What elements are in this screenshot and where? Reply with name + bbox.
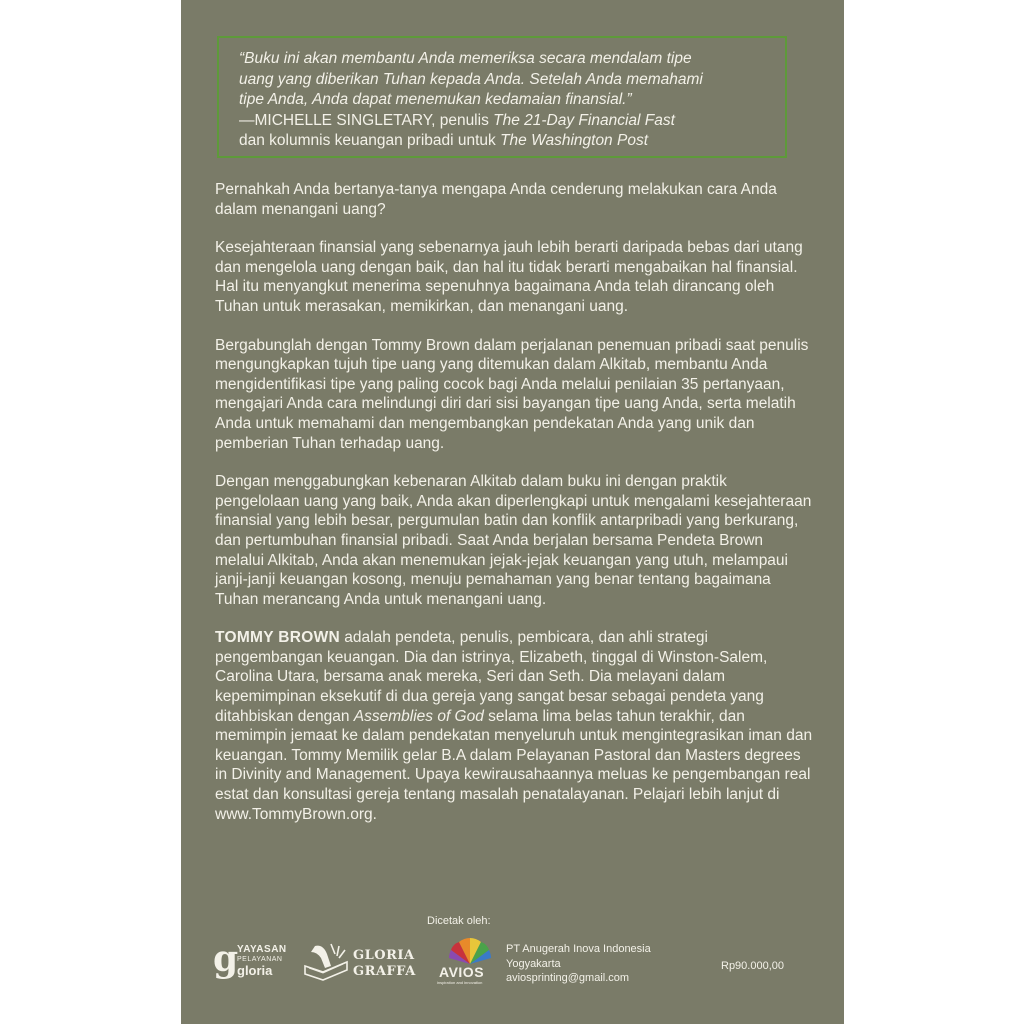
- quote-affiliation-text: dan kolumnis keuangan pribadi untuk: [239, 132, 501, 149]
- back-cover: [181, 0, 844, 1024]
- yayasan-logo-line-2: PELAYANAN: [237, 956, 283, 963]
- printed-by-label: Dicetak oleh:: [427, 915, 491, 927]
- quote-author: —MICHELLE SINGLETARY, penulis: [239, 111, 494, 129]
- bio-text-1: adalah pendeta, penulis, pembicara, dan ahli strategi pengembangan keuangan. Dia dan istrinya, Elizabeth, tinggal di Winston-Salem, Carolina Utara, bersama anak mereka, Seri dan Seth. Dia melayani dalam kepemimpinan eksekutif di dua gereja yang sangat besar sebagai pendeta yang ditahbiskan dengan: [215, 629, 768, 725]
- quote-line-2: uang yang diberikan Tuhan kepada Anda. Setelah Anda memahami: [239, 70, 703, 88]
- avios-logo-name: AVIOS: [439, 964, 485, 980]
- price-label: Rp90.000,00: [721, 960, 784, 972]
- gloria-graffa-line-2: GRAFFA: [353, 964, 416, 979]
- footer: [181, 910, 844, 1010]
- quote-newspaper: The Washington Post: [500, 132, 649, 149]
- blurb-body: [215, 180, 815, 843]
- yayasan-gloria-logo: [213, 938, 295, 982]
- printer-company: PT Anugerah Inova Indonesia: [506, 943, 651, 955]
- quote-attribution: [239, 111, 773, 132]
- endorsement-quote-box: [217, 36, 787, 158]
- book-hand-icon: [301, 940, 351, 984]
- paragraph-intro-question: Pernahkah Anda bertanya-tanya mengapa Anda cenderung melakukan cara Anda dalam menangani uang?: [215, 181, 777, 218]
- printer-city: Yogyakarta: [506, 957, 561, 970]
- quote-line-1: “Buku ini akan membantu Anda memeriksa secara mendalam tipe: [239, 50, 692, 67]
- quote-book-title: The 21-Day Financial Fast: [493, 111, 675, 129]
- printer-details: [506, 942, 651, 986]
- bio-text-2: selama lima belas tahun terakhir, dan memimpin jemaat ke dalam pendekatan menyeluruh untuk mengintegrasikan iman dan keuangan. Tommy Memilik gelar B.A dalam Pelayanan Pastoral dan Masters degrees in Divinity and Management. Upaya kewirausahaannya meluas ke pengembangan real estat dan konsultasi gereja tentang masalah penatalayanan. Pelajari lebih lanjut di www.TommyBrown.org.: [215, 707, 813, 823]
- paragraph-financial-wellbeing: Kesejahteraan finansial yang sebenarnya jauh lebih berarti daripada bebas dari utang dan mengelola uang dengan baik, dan hal itu tidak berarti mengabaikan hal finansial. Hal itu menyangkut menerima sepenuhnya bagaimana Anda telah dirancang oleh Tuhan untuk merasakan, memikirkan, dan menangani uang.: [215, 239, 803, 315]
- bio-organization: Assemblies of God: [353, 707, 484, 725]
- gloria-g-mark-icon: g: [213, 938, 239, 980]
- avios-logo-tagline: inspiration and innovation: [437, 980, 483, 985]
- quote-line-3: tipe Anda, Anda dapat menemukan kedamaian finansial.”: [239, 91, 632, 108]
- paragraph-benefits: Dengan menggabungkan kebenaran Alkitab dalam buku ini dengan praktik pengelolaan uang yang baik, Anda akan diperlengkapi untuk mengalami kesejahteraan finansial yang lebih besar, pergumulan batin dan konflik antarpribadi yang berkurang, dan pertumbuhan finansial pribadi. Saat Anda berjalan bersama Pendeta Brown melalui Alkitab, Anda akan menemukan jejak-jejak keuangan yang utuh, melampaui janji-janji keuangan kosong, menuju pemahaman yang benar tentang bagaimana Tuhan merancang Anda untuk menangani uang.: [215, 473, 812, 608]
- yayasan-logo-line-3: gloria: [237, 963, 273, 978]
- yayasan-logo-line-1: YAYASAN: [237, 944, 287, 955]
- paragraph-journey: Bergabunglah dengan Tommy Brown dalam perjalanan penemuan pribadi saat penulis mengungkapkan tujuh tipe uang yang ditemukan dalam Alkitab, membantu Anda mengidentifikasi tipe yang paling cocok bagi Anda melalui penilaian 35 pertanyaan, mengajari Anda cara melindungi diri dari sisi bayangan tipe uang Anda, serta melatih Anda untuk memahami dan mengembangkan pendekatan Anda yang unik dan pemberian Tuhan terhadap uang.: [215, 336, 809, 452]
- gloria-graffa-logo: [301, 940, 421, 984]
- gloria-graffa-line-1: GLORIA: [353, 948, 415, 963]
- author-name: TOMMY BROWN: [215, 629, 340, 647]
- avios-rainbow-fan-icon: [447, 936, 493, 966]
- printer-email: aviosprinting@gmail.com: [506, 972, 630, 984]
- quote-affiliation: [239, 131, 773, 152]
- avios-logo: [435, 936, 505, 988]
- author-bio: [215, 628, 815, 824]
